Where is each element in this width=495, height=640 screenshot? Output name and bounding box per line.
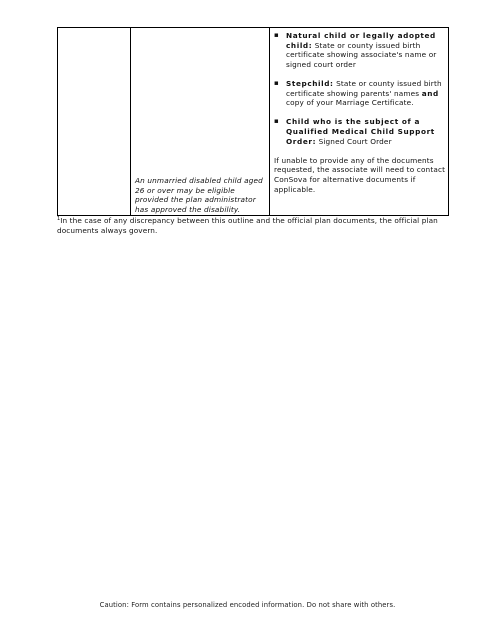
document-item-qmcso xyxy=(274,117,449,146)
document-item-natural-child xyxy=(274,31,449,69)
document-item-stepchild xyxy=(274,79,449,108)
alternative-documents-note: If unable to provide any of the documents requested, the associate will need to contact ConSova for alternative documents if applicable. xyxy=(274,155,446,194)
caution-footer: Caution: Form contains personalized encoded information. Do not share with others. xyxy=(99,601,396,609)
document-heading: Child who is the subject of a Qualified Medical Child Support Order: xyxy=(286,117,435,146)
bullet-icon: ▪ xyxy=(274,31,279,39)
document-emphasis: and xyxy=(421,88,439,98)
document-text: State or county issued birth certificate showing associate's name or signed court order xyxy=(286,40,437,69)
document-text-continued: copy of your Marriage Certificate. xyxy=(286,98,414,108)
column-divider xyxy=(269,28,270,215)
document-heading: Natural child or legally adopted child: xyxy=(286,31,436,50)
document-text: Signed Court Order xyxy=(316,136,392,146)
bullet-icon: ▪ xyxy=(274,78,279,87)
document-heading: Stepchild: xyxy=(286,78,334,88)
bullet-icon: ▪ xyxy=(274,117,279,126)
footnote-text: In the case of any discrepancy between this outline and the official plan documents, the official plan documents always govern. xyxy=(57,216,438,235)
dependent-documents-table xyxy=(57,27,449,216)
document-text: State or county issued birth certificate showing parents' names xyxy=(286,78,442,98)
footnote xyxy=(57,216,447,235)
eligibility-cell xyxy=(135,176,269,214)
eligibility-text: An unmarried disabled child aged 26 or over may be eligible provided the plan administrator has approved the disability. xyxy=(135,176,263,214)
column-divider xyxy=(130,28,131,215)
required-documents-cell xyxy=(274,31,449,194)
footnote-marker: 1 xyxy=(57,216,61,222)
